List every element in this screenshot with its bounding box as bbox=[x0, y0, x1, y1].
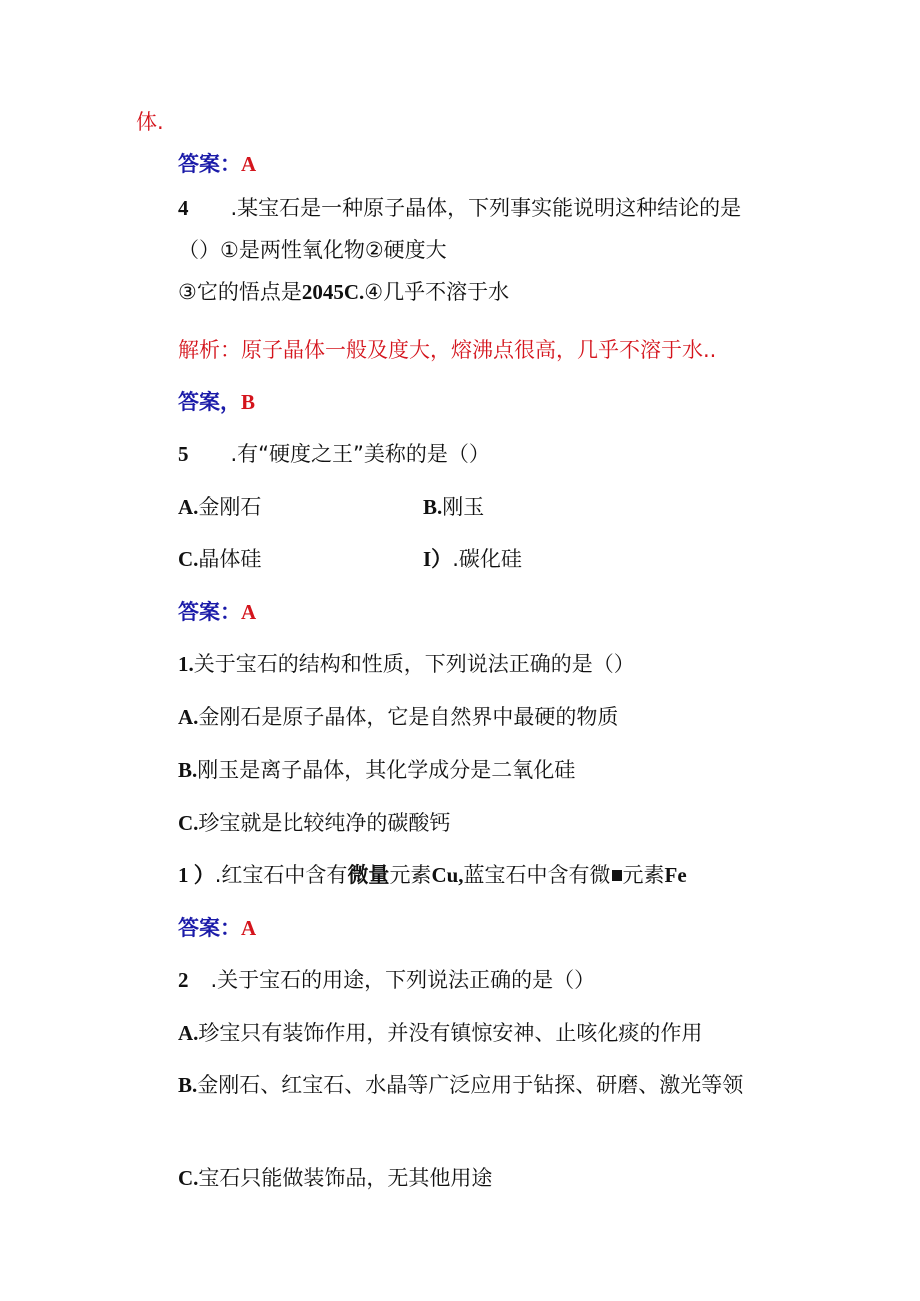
q1-option-b: B.刚玉是离子晶体，其化学成分是二氧化硅 bbox=[178, 758, 576, 782]
q5-answer bbox=[178, 598, 256, 626]
answer-label: 答案， bbox=[178, 390, 241, 414]
carryover-text: 体. bbox=[136, 110, 164, 134]
question-number: 1. bbox=[178, 652, 194, 676]
q2-option-a: A.珍宝只有装饰作用，并没有镇惊安神、止咳化痰的作用 bbox=[178, 1021, 703, 1045]
q3-answer bbox=[178, 150, 256, 178]
question-number: 4 bbox=[178, 196, 189, 220]
question-stem: .某宝石是一种原子晶体，下列事实能说明这种结论的是 bbox=[230, 196, 742, 220]
q1-answer bbox=[178, 914, 256, 942]
answer-value: A bbox=[241, 152, 257, 176]
option-a: A.金刚石 bbox=[178, 495, 262, 519]
q4-answer bbox=[178, 388, 255, 416]
q5-options-row1 bbox=[178, 493, 485, 521]
q4-line2: （）①是两性氧化物②硬度大 bbox=[178, 238, 447, 262]
blot-square bbox=[612, 870, 622, 881]
question-number: 2 bbox=[178, 968, 189, 992]
q5-options-row2 bbox=[178, 545, 522, 573]
q2-stem bbox=[178, 966, 595, 994]
q4-stem bbox=[178, 194, 741, 222]
answer-value: A bbox=[241, 916, 257, 940]
question-stem: .关于宝石的用途，下列说法正确的是（） bbox=[210, 968, 596, 992]
q2-option-c: C.宝石只能做装饰品，无其他用途 bbox=[178, 1166, 493, 1190]
answer-value: B bbox=[241, 390, 256, 414]
q2-option-b: B.金刚石、红宝石、水晶等广泛应用于钻探、研磨、激光等领 bbox=[178, 1073, 744, 1097]
answer-value: A bbox=[241, 600, 257, 624]
question-stem: 关于宝石的结构和性质，下列说法正确的是（） bbox=[193, 652, 635, 676]
q4-line3-num: 2045C. bbox=[301, 280, 365, 304]
analysis-text: 解析：原子晶体一般及度大，熔沸点很高，几乎不溶于水.. bbox=[178, 338, 717, 362]
q4-analysis bbox=[178, 336, 716, 364]
q1-option-a: A.金刚石是原子晶体，它是自然界中最硬的物质 bbox=[178, 705, 619, 729]
q1-stem bbox=[178, 650, 635, 678]
answer-label: 答案： bbox=[178, 600, 241, 624]
q4-line3-b: ④几乎不溶于水 bbox=[364, 280, 510, 304]
q1-option-d: 1 ）.红宝石中含有微量元素Cu,蓝宝石中含有微 元素Fe bbox=[178, 863, 687, 887]
option-d: I）.碳化硅 bbox=[423, 547, 522, 571]
q4-line3-a: ③它的悟点是 bbox=[178, 280, 302, 304]
question-stem: .有“硬度之王”美称的是（） bbox=[230, 442, 490, 466]
option-c: C.晶体硅 bbox=[178, 547, 262, 571]
q5-stem bbox=[178, 440, 490, 468]
q4-line3 bbox=[178, 278, 509, 306]
answer-label: 答案： bbox=[178, 152, 241, 176]
q1-option-c: C.珍宝就是比较纯净的碳酸钙 bbox=[178, 811, 451, 835]
answer-label: 答案： bbox=[178, 916, 241, 940]
question-number: 5 bbox=[178, 442, 189, 466]
option-b: B.刚玉 bbox=[423, 495, 485, 519]
